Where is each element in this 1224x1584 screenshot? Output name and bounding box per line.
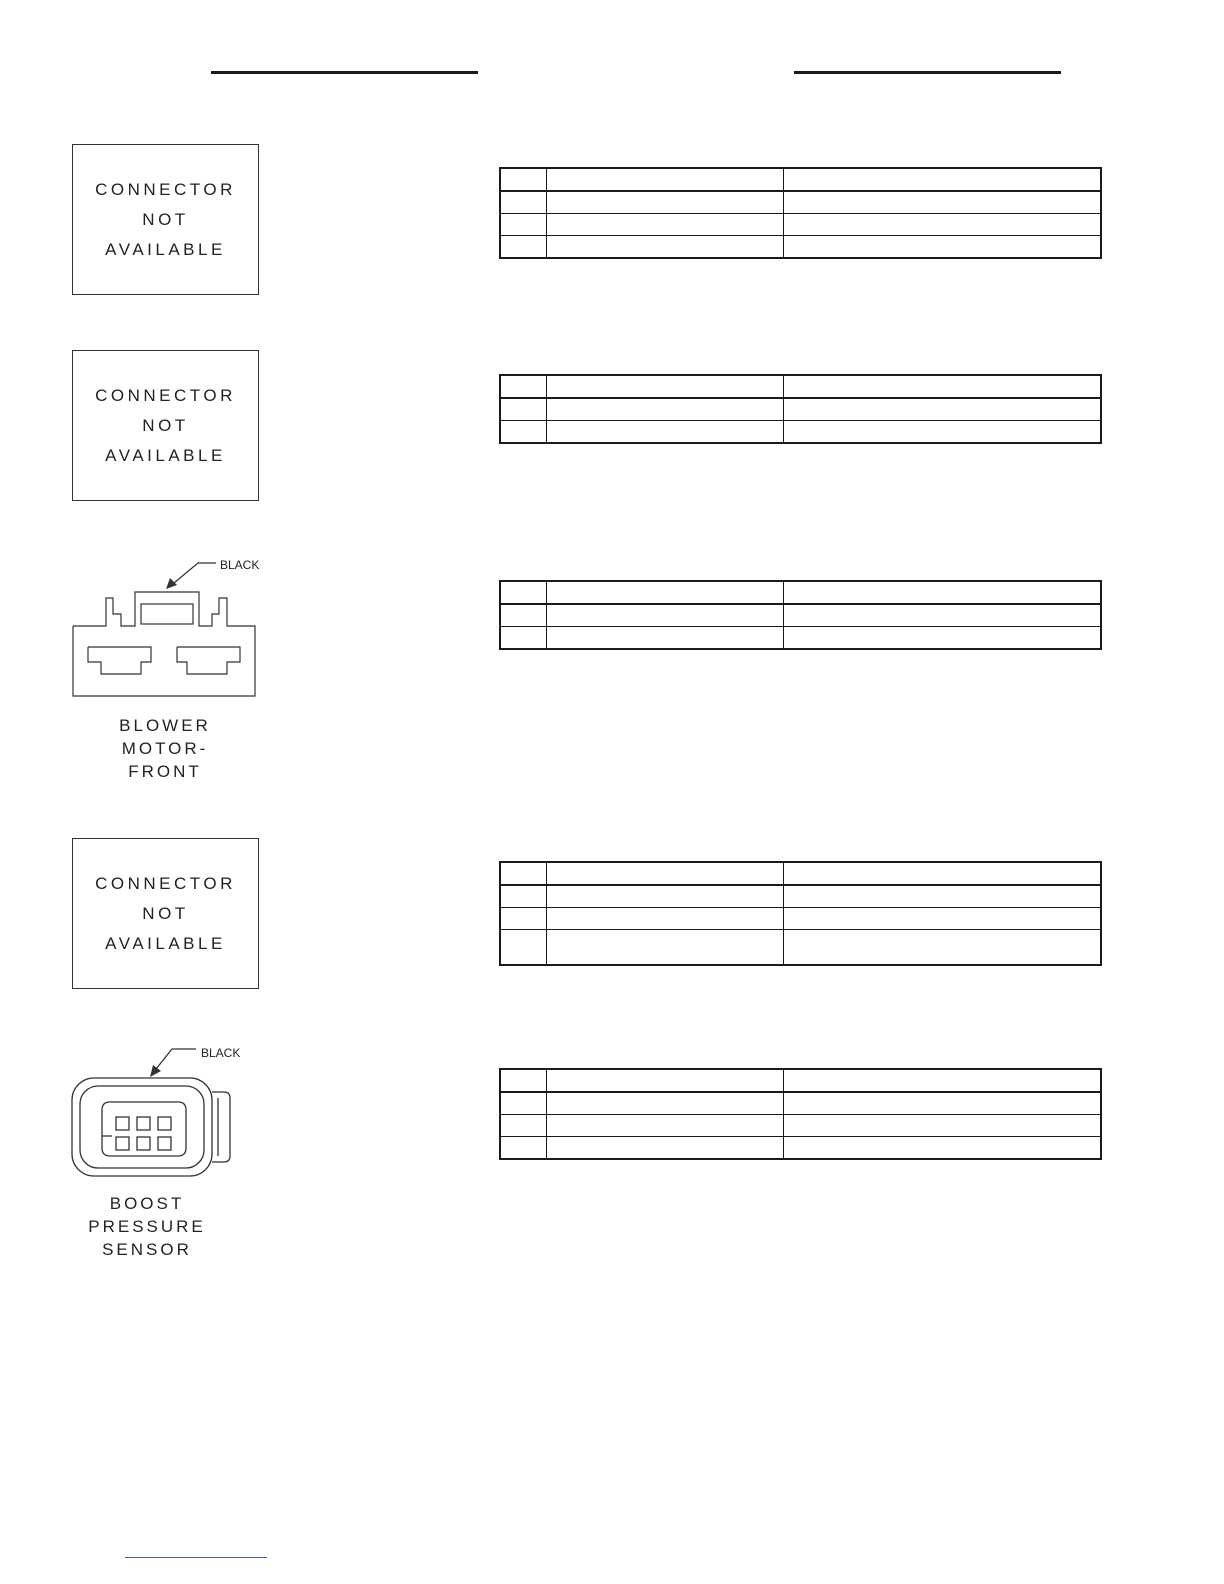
color-label: BLACK bbox=[201, 1046, 241, 1060]
function-cell bbox=[783, 862, 1101, 885]
color-label: BLACK bbox=[220, 558, 260, 572]
function-cell bbox=[783, 885, 1101, 908]
circuit-cell bbox=[546, 1069, 783, 1092]
table-row bbox=[500, 1069, 1101, 1092]
connector-not-available-box bbox=[72, 144, 259, 295]
cavity-cell bbox=[500, 168, 546, 191]
placeholder-line: NOT bbox=[142, 415, 189, 435]
table-row bbox=[500, 604, 1101, 627]
table-row bbox=[500, 1115, 1101, 1137]
table-row bbox=[500, 627, 1101, 650]
cavity-cell bbox=[500, 398, 546, 421]
function-cell bbox=[783, 168, 1101, 191]
placeholder-line: AVAILABLE bbox=[105, 239, 226, 259]
cavity-cell bbox=[500, 1137, 546, 1160]
arrow-head bbox=[150, 1065, 161, 1077]
circuit-cell bbox=[546, 604, 783, 627]
header-rule-left bbox=[211, 71, 478, 74]
function-cell bbox=[783, 1092, 1101, 1115]
caption-line: BOOST bbox=[109, 1194, 185, 1213]
function-cell bbox=[783, 1069, 1101, 1092]
terminal-right bbox=[177, 647, 240, 674]
connector-caption bbox=[90, 714, 240, 783]
circuit-cell bbox=[546, 191, 783, 214]
housing-outer bbox=[72, 1078, 212, 1176]
circuit-cell bbox=[546, 930, 783, 966]
caption-line: SENSOR bbox=[102, 1240, 192, 1259]
pin-cavity bbox=[116, 1117, 129, 1130]
terminal-left bbox=[88, 647, 151, 674]
circuit-cell bbox=[546, 236, 783, 259]
cavity-cell bbox=[500, 1069, 546, 1092]
circuit-cell bbox=[546, 421, 783, 444]
function-cell bbox=[783, 375, 1101, 398]
table-row bbox=[500, 885, 1101, 908]
leader-line bbox=[174, 563, 216, 583]
table-row bbox=[500, 1092, 1101, 1115]
circuit-cell bbox=[546, 1137, 783, 1160]
leader-line bbox=[156, 1049, 196, 1069]
caption-line: MOTOR- bbox=[121, 739, 209, 758]
function-cell bbox=[783, 1115, 1101, 1137]
table-row bbox=[500, 862, 1101, 885]
function-cell bbox=[783, 1137, 1101, 1160]
placeholder-line: CONNECTOR bbox=[95, 873, 236, 893]
pin-cavity bbox=[158, 1117, 171, 1130]
circuit-cell bbox=[546, 627, 783, 650]
function-cell bbox=[783, 214, 1101, 236]
placeholder-line: NOT bbox=[142, 903, 189, 923]
blower-motor-connector-drawing bbox=[66, 552, 266, 702]
side-latch bbox=[212, 1092, 230, 1162]
caption-line: BLOWER bbox=[119, 716, 211, 735]
function-cell bbox=[783, 236, 1101, 259]
caption-line: PRESSURE bbox=[88, 1217, 206, 1236]
function-cell bbox=[783, 398, 1101, 421]
cavity-cell bbox=[500, 604, 546, 627]
function-cell bbox=[783, 191, 1101, 214]
function-cell bbox=[783, 604, 1101, 627]
circuit-cell bbox=[546, 862, 783, 885]
pin-cavity bbox=[137, 1117, 150, 1130]
function-cell bbox=[783, 908, 1101, 930]
cavity-cell bbox=[500, 930, 546, 966]
table-row bbox=[500, 908, 1101, 930]
connector-not-available-box bbox=[72, 350, 259, 501]
table-row bbox=[500, 236, 1101, 259]
table-row bbox=[500, 581, 1101, 604]
pinout-table bbox=[499, 580, 1102, 650]
cavity-cell bbox=[500, 421, 546, 444]
function-cell bbox=[783, 930, 1101, 966]
pinout-table bbox=[499, 1068, 1102, 1160]
footer-link[interactable] bbox=[125, 1557, 267, 1558]
table-row bbox=[500, 398, 1101, 421]
circuit-cell bbox=[546, 1092, 783, 1115]
placeholder-line: CONNECTOR bbox=[95, 385, 236, 405]
latch bbox=[141, 604, 193, 624]
placeholder-line: AVAILABLE bbox=[105, 445, 226, 465]
pinout-table bbox=[499, 861, 1102, 966]
pin-cavity bbox=[158, 1137, 171, 1150]
pinout-table bbox=[499, 167, 1102, 259]
cavity-cell bbox=[500, 581, 546, 604]
table-row bbox=[500, 191, 1101, 214]
pin-cavity bbox=[116, 1137, 129, 1150]
table-row bbox=[500, 168, 1101, 191]
cavity-cell bbox=[500, 885, 546, 908]
placeholder-line: NOT bbox=[142, 209, 189, 229]
connector-caption bbox=[72, 1192, 222, 1261]
cavity-cell bbox=[500, 1092, 546, 1115]
cavity-cell bbox=[500, 908, 546, 930]
circuit-cell bbox=[546, 375, 783, 398]
function-cell bbox=[783, 581, 1101, 604]
pin-cavity bbox=[137, 1137, 150, 1150]
pinout-table bbox=[499, 374, 1102, 444]
circuit-cell bbox=[546, 908, 783, 930]
placeholder-line: CONNECTOR bbox=[95, 179, 236, 199]
table-row bbox=[500, 930, 1101, 966]
caption-line: FRONT bbox=[128, 762, 202, 781]
circuit-cell bbox=[546, 581, 783, 604]
circuit-cell bbox=[546, 214, 783, 236]
table-row bbox=[500, 1137, 1101, 1160]
cavity-cell bbox=[500, 627, 546, 650]
table-row bbox=[500, 421, 1101, 444]
connector-not-available-box bbox=[72, 838, 259, 989]
cavity-cell bbox=[500, 862, 546, 885]
boost-pressure-sensor-connector-drawing bbox=[66, 1040, 246, 1190]
table-row bbox=[500, 214, 1101, 236]
circuit-cell bbox=[546, 168, 783, 191]
circuit-cell bbox=[546, 1115, 783, 1137]
header-rule-right bbox=[794, 71, 1061, 74]
cavity-cell bbox=[500, 191, 546, 214]
cavity-block bbox=[102, 1102, 186, 1156]
cavity-cell bbox=[500, 1115, 546, 1137]
function-cell bbox=[783, 627, 1101, 650]
housing-outline bbox=[73, 592, 255, 696]
table-row bbox=[500, 375, 1101, 398]
circuit-cell bbox=[546, 398, 783, 421]
arrow-head bbox=[166, 578, 177, 589]
function-cell bbox=[783, 421, 1101, 444]
placeholder-line: AVAILABLE bbox=[105, 933, 226, 953]
cavity-cell bbox=[500, 375, 546, 398]
circuit-cell bbox=[546, 885, 783, 908]
cavity-cell bbox=[500, 236, 546, 259]
cavity-cell bbox=[500, 214, 546, 236]
